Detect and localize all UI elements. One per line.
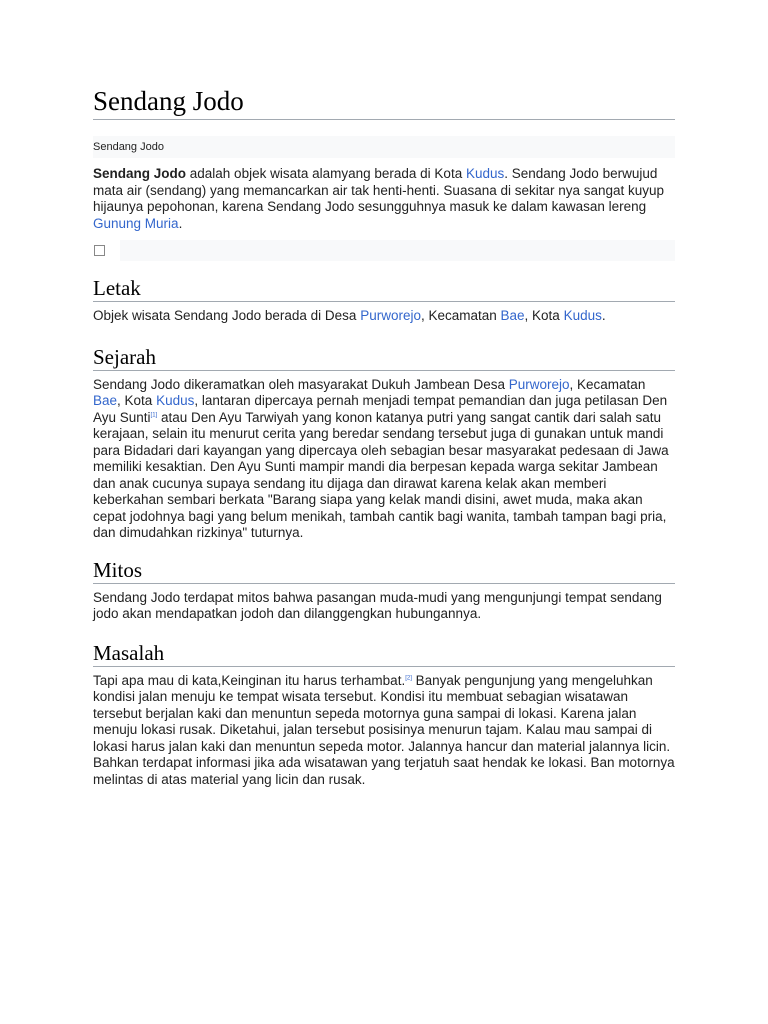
reference-2[interactable]: [2] [405, 675, 412, 681]
article [93, 84, 675, 788]
mitos-paragraph: Sendang Jodo terdapat mitos bahwa pasangan muda-mudi yang mengunjungi tempat sendang jodo akan mendapatkan jodoh dan dilanggengkan hubungannya. [93, 589, 662, 621]
intro-paragraph [93, 166, 675, 232]
sejarah-text-1: Sendang Jodo dikeramatkan oleh masyarakat Dukuh Jambean Desa [93, 376, 509, 392]
masalah-paragraph [93, 673, 675, 789]
heading-sejarah: Sejarah [93, 344, 675, 371]
intro-text-3: . [178, 215, 183, 231]
link-kudus[interactable]: Kudus [156, 393, 195, 408]
image-row [93, 240, 675, 261]
link-kudus[interactable]: Kudus [563, 308, 602, 323]
letak-text-1: Objek wisata Sendang Jodo berada di Desa [93, 308, 361, 323]
link-gunung-muria[interactable]: Gunung Muria [93, 215, 179, 231]
letak-paragraph [93, 308, 675, 325]
image-caption-bar [120, 240, 675, 261]
heading-masalah: Masalah [93, 640, 675, 667]
letak-text-4: . [601, 308, 606, 323]
masalah-text-1: Tapi apa mau di kata,Keinginan itu harus terhambat. [93, 672, 406, 688]
sejarah-text-2: , Kecamatan [569, 376, 646, 392]
page-title: Sendang Jodo [93, 84, 675, 120]
masalah-text-2: Banyak pengunjung yang mengeluhkan kondisi jalan menuju ke tempat wisata tersebut. Kondisi itu membuat sebagian wisatawan tersebut berjalan kaki dan menuntun sepeda motornya guna sampai di lokasi. Karena jalan menuju lokasi rusak. Diketahui, jalan tersebut posisinya menurun tajam. Kalau mau sampai di lokasi harus jalan kaki dan menuntun sepeda motor. Jalannya hancur dan material jalannya licin. Bahkan terdapat informasi jika ada wisatawan yang terjatuh saat hendak ke lokasi. Ban motornya melintas di atas material yang licin dan rusak. [93, 672, 675, 787]
intro-text-1: adalah objek wisata alamyang berada di Kota [186, 166, 466, 181]
infobox-caption: Sendang Jodo [93, 136, 675, 158]
sejarah-text-5: atau Den Ayu Tarwiyah yang konon katanya putri yang sangat cantik dari salah satu kerajaan, selain itu menurut cerita yang beredar sendang tersebut juga di gunakan untuk mandi para Bidadari dari kayangan yang dipercaya oleh sebagian besar masyarakat pedesaan di Jawa memiliki kesaktian. Den Ayu Sunti mampir mandi dia berpesan kepada warga sekitar Jambean dan anak cucunya supaya sendang itu dijaga dan dirawat karena kelak akan memberi keberkahan sembari berkata "Barang siapa yang kelak mandi disini, awet muda, maka akan cepat jodohnya bagi yang belum menikah, tambah cantik bagi wanita, tambah tampan bagi pria, dan dimudahkan rizkinya" tuturnya. [93, 409, 669, 540]
letak-text-3: , Kota [524, 308, 564, 323]
sejarah-text-4: , lantaran dipercaya pernah menjadi tempat pemandian dan juga petilasan Den Ayu Sunti [93, 393, 668, 425]
heading-mitos: Mitos [93, 557, 675, 584]
broken-image-icon[interactable] [94, 245, 105, 256]
link-purworejo[interactable]: Purworejo [508, 376, 570, 392]
link-purworejo[interactable]: Purworejo [360, 308, 421, 323]
reference-1[interactable]: [1] [150, 412, 158, 418]
sejarah-paragraph [93, 377, 675, 542]
link-bae[interactable]: Bae [500, 308, 525, 323]
sejarah-text-3: , Kota [117, 393, 157, 408]
intro-bold-term: Sendang Jodo [93, 166, 187, 181]
link-bae[interactable]: Bae [93, 393, 118, 408]
intro-text-2: . Sendang Jodo berwujud mata air (sendang) yang memancarkan air tak henti-henti. Suasana di sekitar nya sangat kuyup hijaunya pepohonan, karena Sendang Jodo sesungguhnya masuk ke dalam kawasan lereng [93, 166, 665, 214]
heading-letak: Letak [93, 275, 675, 302]
link-kudus[interactable]: Kudus [465, 166, 505, 181]
letak-text-2: , Kecamatan [420, 308, 501, 323]
